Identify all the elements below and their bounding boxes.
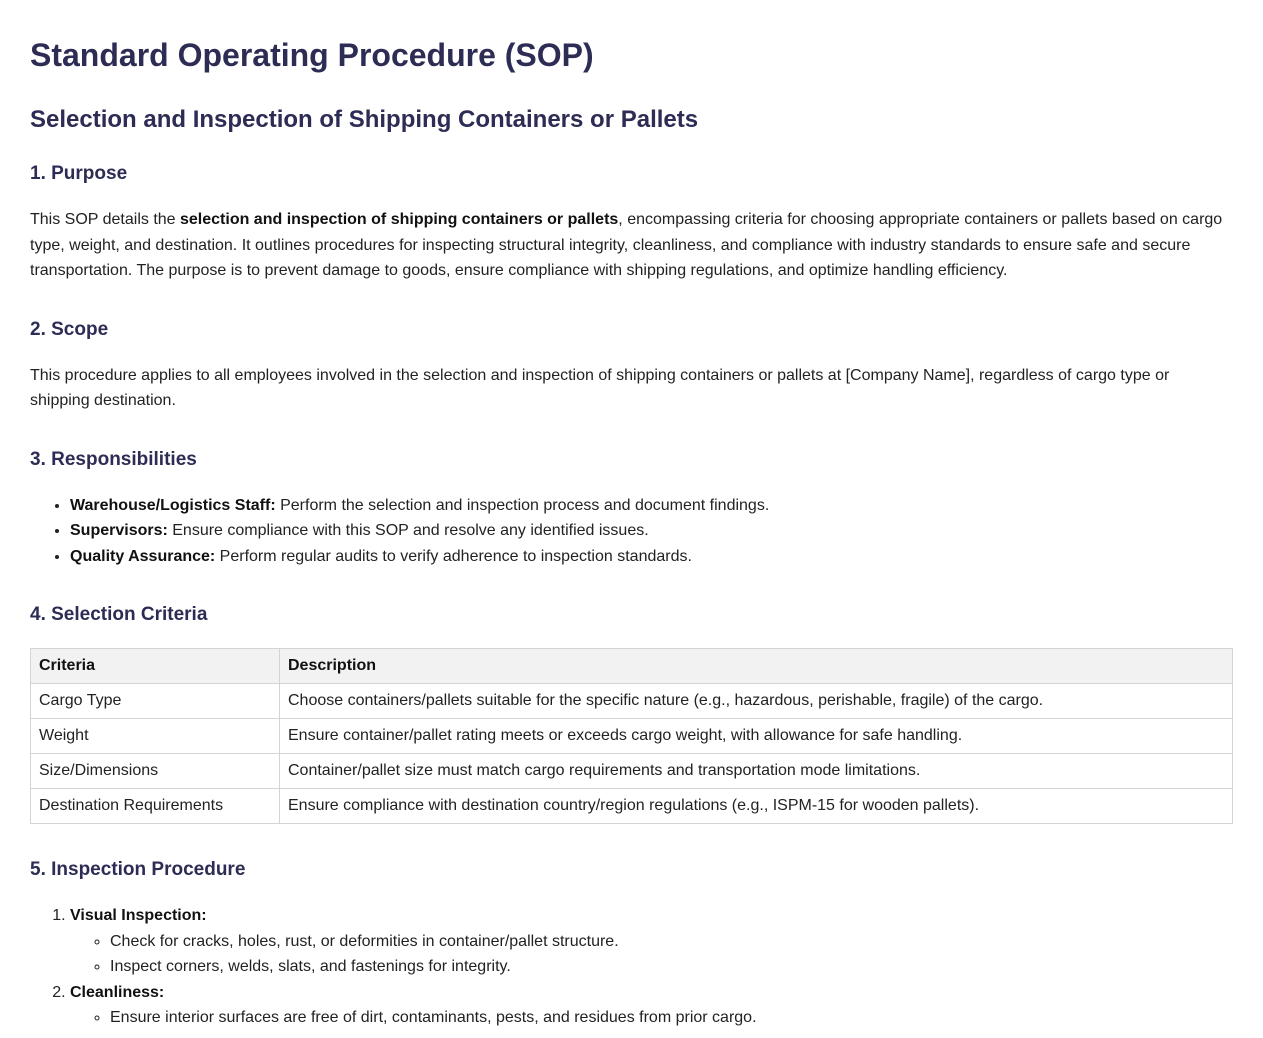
responsibilities-list <box>30 472 1233 570</box>
criteria-table <box>30 648 1233 824</box>
list-item <box>70 518 1233 544</box>
purpose-text <box>30 186 1233 284</box>
inspection-steps <box>30 882 1233 1031</box>
purpose-bold: selection and inspection of shipping containers or pallets <box>180 211 619 228</box>
purpose-rest: , encompassing criteria for choosing appropriate containers or pallets based on cargo type, weight, and destination. It outlines procedures for inspecting structural integrity, cleanliness, and compliance with industry standards to ensure safe and secure transportation. The purpose is to prevent damage to goods, ensure compliance with shipping regulations, and optimize handling efficiency. <box>30 211 1223 279</box>
role-description: Ensure compliance with this SOP and resolve any identified issues. <box>167 522 649 539</box>
role-description: Perform regular audits to verify adherence to inspection standards. <box>215 547 692 565</box>
purpose-section <box>30 135 1233 284</box>
description-cell: Container/pallet size must match cargo requirements and transportation mode limitations. <box>280 754 1233 789</box>
step-items <box>70 929 1233 980</box>
list-item: ◦ Ensure interior surfaces are free of dirt, contaminants, pests, and residues from prior cargo. <box>110 1005 1233 1031</box>
table-row <box>31 719 1233 754</box>
step-title: Visual Inspection: <box>70 907 207 924</box>
inspection-section <box>30 824 1233 1031</box>
criteria-cell: Destination Requirements <box>31 789 280 824</box>
criteria-cell: Size/Dimensions <box>31 754 280 789</box>
role-label: Quality Assurance: <box>70 547 216 565</box>
responsibilities-section <box>30 414 1233 570</box>
criteria-heading: 4. Selection Criteria <box>30 604 208 625</box>
role-label: Warehouse/Logistics Staff: <box>70 496 276 514</box>
description-cell: Choose containers/pallets suitable for the specific nature (e.g., hazardous, perishable, fragile) of the cargo. <box>280 684 1233 719</box>
inspection-step <box>70 980 1233 1031</box>
role-label: Supervisors: <box>70 522 168 539</box>
description-cell: Ensure compliance with destination country/region regulations (e.g., ISPM-15 for wooden pallets). <box>280 789 1233 824</box>
scope-text: This procedure applies to all employees involved in the selection and inspection of shipping containers or pallets at [Company Name], regardless of cargo type or shipping destination. <box>30 366 1170 409</box>
description-cell: Ensure container/pallet rating meets or exceeds cargo weight, with allowance for safe handling. <box>280 719 1233 754</box>
scope-section <box>30 284 1233 414</box>
responsibilities-heading: 3. Responsibilities <box>30 448 197 470</box>
inspection-heading: 5. Inspection Procedure <box>30 859 246 880</box>
criteria-cell: Cargo Type <box>31 684 280 719</box>
inspection-step <box>70 903 1233 980</box>
column-header-criteria: Criteria <box>31 649 280 684</box>
table-header-row <box>31 649 1233 684</box>
criteria-section <box>30 569 1233 824</box>
list-item: ◦ Inspect corners, welds, slats, and fastenings for integrity. <box>110 954 1233 980</box>
list-item <box>70 493 1233 519</box>
page-subtitle: Selection and Inspection of Shipping Containers or Pallets <box>30 106 699 133</box>
step-items <box>70 1005 1233 1031</box>
step-title: Cleanliness: <box>70 983 165 1001</box>
table-row <box>31 684 1233 719</box>
criteria-cell: Weight <box>31 719 280 754</box>
role-description: Perform the selection and inspection process and document findings. <box>275 496 770 514</box>
scope-heading: 2. Scope <box>30 318 109 340</box>
page-title: Standard Operating Procedure (SOP) <box>30 37 594 73</box>
column-header-description: Description <box>280 649 1233 684</box>
purpose-heading: 1. Purpose <box>30 163 128 184</box>
list-item: ◦ Check for cracks, holes, rust, or deformities in container/pallet structure. <box>110 929 1233 955</box>
table-row <box>31 789 1233 824</box>
purpose-lead: This SOP details the <box>30 211 180 228</box>
table-row <box>31 754 1233 789</box>
list-item <box>70 544 1233 570</box>
